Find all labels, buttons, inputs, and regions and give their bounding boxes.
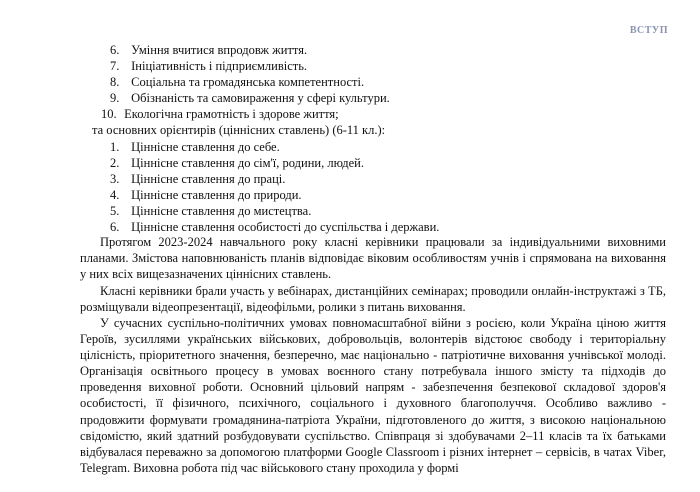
list-item bbox=[110, 171, 439, 187]
list-item bbox=[110, 139, 439, 155]
list-item-number: 8. bbox=[110, 75, 120, 90]
list-item-number: 6. bbox=[110, 43, 120, 57]
list-item-text: Обізнаність та самовираження у сфері культури. bbox=[131, 91, 390, 106]
list-item-number: 5. bbox=[110, 204, 120, 219]
list-item-text: Екологічна грамотність і здорове життя; bbox=[124, 107, 339, 122]
list-item bbox=[110, 90, 390, 106]
list-item-number: 9. bbox=[110, 91, 120, 106]
list-item-text: Ініціативність і підприємливість. bbox=[131, 59, 308, 74]
list-item-number: 2. bbox=[110, 156, 120, 171]
list-item bbox=[110, 58, 390, 74]
list-item-number: 4. bbox=[110, 188, 120, 203]
list-item bbox=[110, 187, 439, 203]
list-item-text: Ціннісне ставлення до сім'ї, родини, людей. bbox=[131, 156, 364, 171]
list-item bbox=[110, 74, 390, 90]
list-item-text: Ціннісне ставлення особистості до суспільства і держави. bbox=[131, 220, 440, 235]
list-item bbox=[101, 106, 390, 122]
list-item-text: Ціннісне ставлення до себе. bbox=[131, 140, 280, 154]
paragraph-war-context: У сучасних суспільно-політичних умовах повномасштабної війни з росією, коли Україна ціною життя Героїв, зусиллями українських військових, добровольців, волонтерів відстоює свободу і територіальну цілісність, пріоритетного значення, безперечно, має національно - патріотичне виховання учнівської молоді. Організація освітнього процесу в умовах воєнного стану потребувала іншого змісту та підходів до проведення виховної роботи. Основний цільовий напрям - забезпечення безпекової складової здоров'я особистості, її фізичного, психічного, соціального і духовного благополуччя. Особливо важливо - продовжити формувати громадянина-патріота України, підготовленого до життя, з високою національною свідомістю, який здатний розбудовувати суспільство. Співпраця зі здобувачами 2–11 класів та їх батьками відбувалася переважно за допомогою платформи Google Classroom і різних інтернет – сервісів, в чатах Viber, Telegram. Виховна робота під час військового стану проходила у формі bbox=[80, 316, 666, 475]
list-item-number: 3. bbox=[110, 172, 120, 187]
list-item-text: Ціннісне ставлення до природи. bbox=[131, 188, 302, 203]
paragraph-webinars: Класні керівники брали участь у вебінарах, дистанційних семінарах; проводили онлайн-інструктажі з ТБ, розміщували відеопрезентації, відеофільми, ролики з питань виховання. bbox=[80, 284, 666, 315]
list-item-number: 6. bbox=[110, 220, 120, 235]
section-header: ВСТУП bbox=[629, 25, 668, 36]
paragraph-plans: Протягом 2023-2024 навчального року класні керівники працювали за індивідуальними виховними планами. Змістова наповнюваність планів відповідає віковим особливостям учнів і спрямована на виховання у них всіх вищезазначених ціннісних ставлень. bbox=[80, 235, 666, 282]
competencies-list bbox=[101, 42, 390, 122]
list-item bbox=[110, 42, 390, 58]
list-item-number: 1. bbox=[110, 140, 120, 154]
list-item-number: 7. bbox=[110, 59, 120, 74]
list-item-text: Ціннісне ставлення до праці. bbox=[131, 172, 286, 187]
list-item bbox=[110, 203, 439, 219]
list-item bbox=[110, 155, 439, 171]
list-item-number: 10. bbox=[101, 107, 117, 122]
values-list bbox=[110, 139, 439, 236]
list-item-text: Соціальна та громадянська компетентності. bbox=[131, 75, 365, 90]
list-item-text: Ціннісне ставлення до мистецтва. bbox=[131, 204, 312, 219]
values-heading: та основних орієнтирів (ціннісних ставлень) (6-11 кл.): bbox=[92, 123, 386, 137]
list-item-text: Уміння вчитися впродовж життя. bbox=[131, 43, 308, 57]
